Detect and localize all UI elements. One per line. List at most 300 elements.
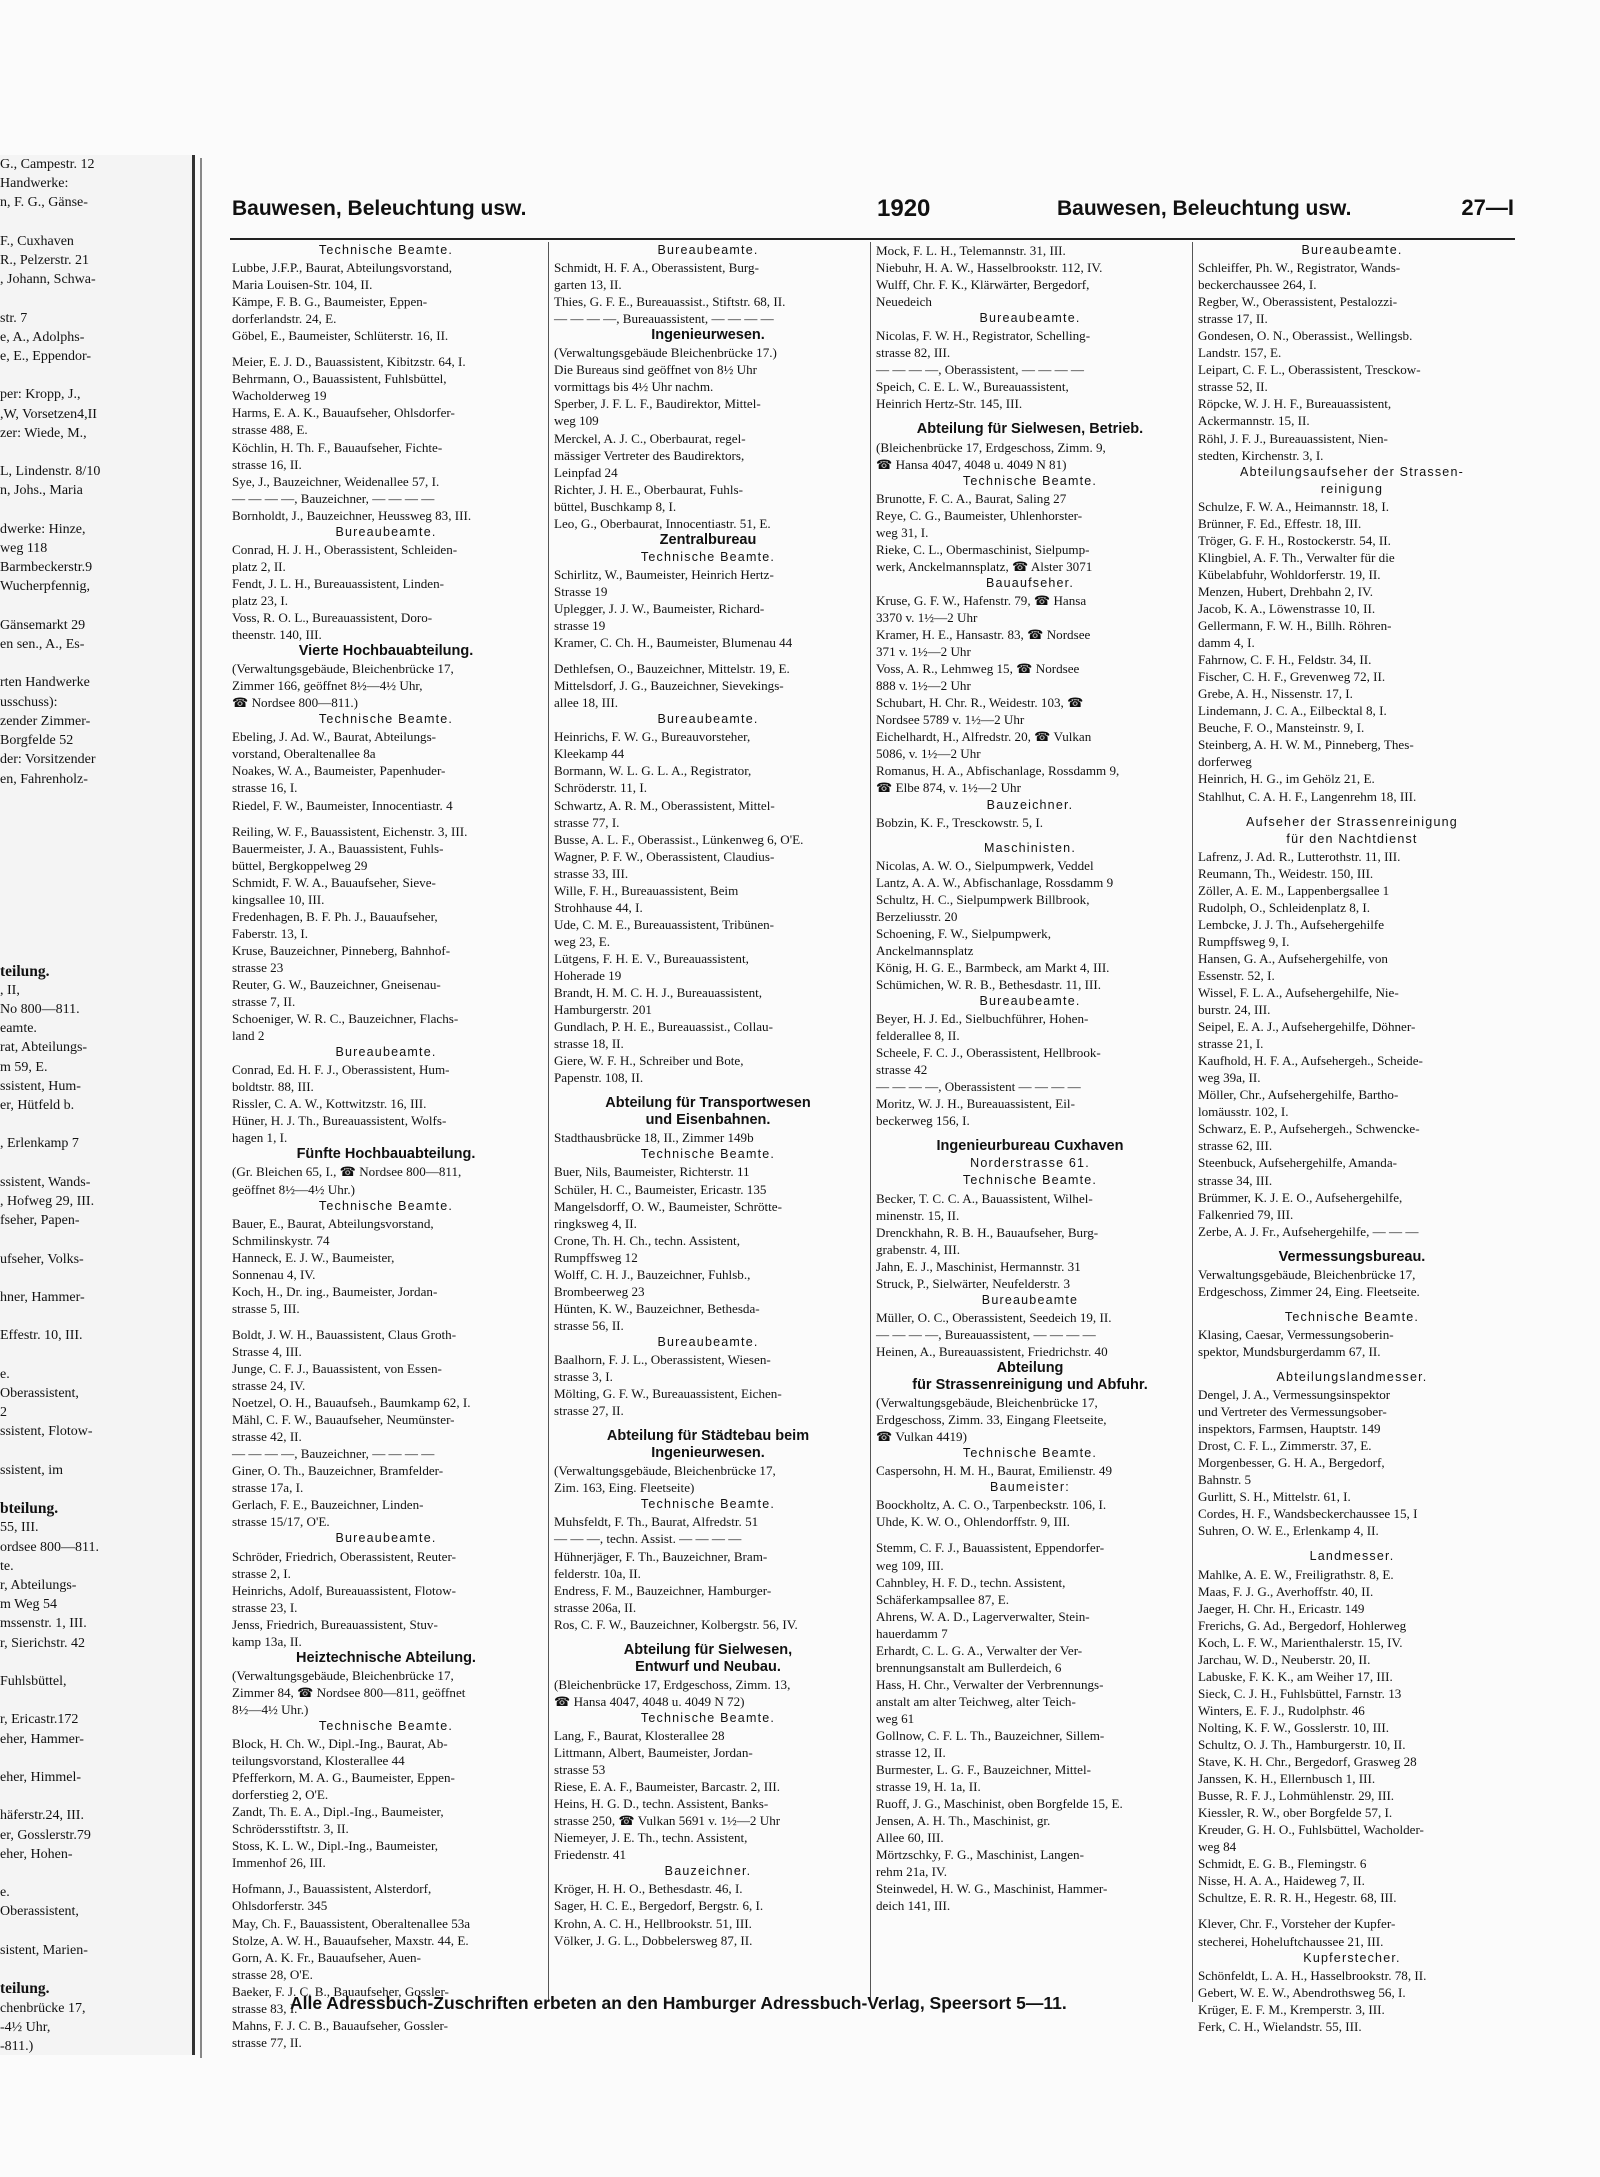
header-rule (230, 238, 1515, 240)
directory-entry-line: Riese, E. A. F., Baumeister, Barcastr. 2, III. (554, 1779, 781, 1795)
directory-entry-line: Hoherade 19 (554, 967, 622, 983)
header-right-title: Bauwesen, Beleuchtung usw. (1057, 197, 1352, 220)
directory-entry-line: Stolze, A. W. H., Bauaufseher, Maxstr. 44, E. (232, 1932, 469, 1948)
section-heading: Fünfte Hochbauabteilung. (296, 1146, 476, 1163)
directory-entry-line: stedten, Kirchenstr. 3, I. (1198, 447, 1324, 463)
directory-entry-line: (Verwaltungsgebäude, Bleichenbrücke 17, (554, 1463, 776, 1479)
directory-entry-line: platz 23, I. (232, 592, 288, 608)
page-number: 27—I (1461, 195, 1514, 220)
directory-entry-line: Rieke, C. L., Obermaschinist, Sielpump- (876, 541, 1090, 557)
directory-entry-line: Tröger, G. F. H., Rostockerstr. 54, II. (1198, 532, 1391, 548)
subsection-heading: Baumeister: (990, 1480, 1070, 1495)
directory-entry-line: Ruoff, J. G., Maschinist, oben Borgfelde 15, E. (876, 1796, 1123, 1812)
subsection-heading: Bureaubeamte. (657, 712, 759, 727)
directory-entry-line: werk, Anckelmannsplatz, ☎ Alster 3071 (876, 558, 1093, 574)
directory-entry-line: (Verwaltungsgebäude Bleichenbrücke 17.) (554, 345, 777, 361)
subsection-heading: Bauaufseher. (985, 575, 1075, 590)
prev-page-line: sistent, Marien- (0, 1942, 88, 1958)
prev-page-line: en sen., A., Es- (0, 637, 85, 653)
directory-entry-line: strasse 3, I. (554, 1369, 613, 1385)
directory-entry-line: strasse 62, III. (1198, 1138, 1273, 1154)
prev-page-line: eher, Hammer- (0, 1731, 84, 1747)
directory-entry-line: Bahnstr. 5 (1198, 1472, 1252, 1488)
section-heading: Abteilung (996, 1360, 1064, 1376)
directory-entry-line: Busse, A. L. F., Oberassist., Lünkenweg 6, O'E. (554, 831, 804, 847)
directory-entry-line: ☎ Hansa 4047, 4048 u. 4049 N 81) (876, 456, 1067, 472)
prev-page-line: eher, Hohen- (0, 1846, 73, 1862)
directory-entry-line: Uplegger, J. J. W., Baumeister, Richard- (554, 600, 765, 616)
prev-page-line: der: Vorsitzender (0, 752, 96, 768)
directory-entry-line: Boockholtz, A. C. O., Tarpenbeckstr. 106, I. (876, 1497, 1107, 1513)
directory-entry-line: hauerdamm 7 (876, 1625, 948, 1641)
directory-entry-line: Riedel, F. W., Baumeister, Innocentiastr. 4 (232, 797, 453, 813)
directory-entry-line: Heinrichs, F. W. G., Bureauvorsteher, (554, 729, 751, 745)
directory-entry-line: Sieck, C. J. H., Fuhlsbüttel, Farnstr. 13 (1198, 1685, 1402, 1701)
prev-page-line (0, 1864, 192, 1883)
directory-entry-line: Ohlsdorferstr. 345 (232, 1898, 328, 1914)
directory-entry-line: Kübelabfuhr, Wohldorferstr. 19, II. (1198, 566, 1381, 582)
directory-entry-line: Jahn, E. J., Maschinist, Hermannstr. 31 (876, 1258, 1081, 1274)
directory-entry-line: Nisse, H. A. A., Haideweg 7, II. (1198, 1873, 1365, 1889)
directory-entry-line: weg 109 (554, 413, 599, 429)
prev-page-line (0, 866, 192, 885)
directory-entry-line: Zimmer 166, geöffnet 8½—4½ Uhr, (232, 678, 423, 694)
directory-entry-line: Cordes, H. F., Wandsbeckerchaussee 15, I (1198, 1506, 1418, 1522)
section-heading: und Eisenbahnen. (645, 1112, 771, 1129)
directory-entry-line: Schäferkampsallee 87, E. (876, 1591, 1010, 1607)
subsection-heading: Technische Beamte. (1284, 1309, 1420, 1324)
prev-page-line: ,W, Vorsetzen4,II (0, 406, 97, 422)
directory-entry-line: Schwarz, E. P., Aufsehergeh., Schwencke- (1198, 1121, 1420, 1137)
directory-entry-line: Muhsfeldt, F. Th., Baurat, Alfredstr. 51 (554, 1514, 759, 1530)
prev-page-line (0, 1691, 192, 1710)
subsection-heading: Bureaubeamte. (657, 243, 759, 257)
directory-entry-line: Speich, C. E. L. W., Bureauassistent, (876, 379, 1069, 395)
directory-entry-line: strasse 19, H. 1a, II. (876, 1779, 981, 1795)
directory-entry-line: Hanneck, E. J. W., Baumeister, (232, 1249, 395, 1265)
directory-entry-line: Mangelsdorff, O. W., Baumeister, Schrötte- (554, 1198, 782, 1214)
directory-entry-line: Schirlitz, W., Baumeister, Heinrich Hertz- (554, 566, 774, 582)
column-3 (876, 242, 1184, 2002)
prev-page-line: , Hofweg 29, III. (0, 1193, 95, 1209)
prev-page-line (0, 808, 192, 827)
prev-page-line (0, 1154, 192, 1173)
directory-entry-line: ☎ Vulkan 4419) (876, 1429, 967, 1445)
directory-entry-line: — — — —, Oberassistent — — — — (876, 1079, 1081, 1095)
directory-entry-line: Ackermannstr. 15, II. (1198, 413, 1310, 429)
directory-entry-line: weg 109, III. (876, 1557, 944, 1573)
directory-entry-line: Hofmann, J., Bauassistent, Alsterdorf, (232, 1881, 432, 1897)
directory-entry-line: Hamburgerstr. 201 (554, 1002, 652, 1018)
directory-entry-line: brennungsanstalt am Bullerdeich, 6 (876, 1659, 1062, 1675)
directory-entry-line: strasse 53 (554, 1762, 606, 1778)
directory-entry-line: weg 23, E. (554, 933, 611, 949)
directory-entry-line: Beyer, H. J. Ed., Sielbuchführer, Hohen- (876, 1011, 1089, 1027)
directory-entry-line: Junge, C. F. J., Bauassistent, von Essen- (232, 1361, 442, 1376)
directory-entry-line: Röpcke, W. J. H. F., Bureauassistent, (1198, 396, 1392, 412)
footer-notice: Alle Adressbuch-Zuschriften erbeten an den Hamburger Adressbuch-Verlag, Speersort 5—11. (290, 1993, 1067, 2013)
directory-entry-line: strasse 17a, I. (232, 1480, 304, 1496)
directory-entry-line: Drenckhahn, R. B. H., Bauaufseher, Burg- (876, 1224, 1099, 1240)
directory-entry-line (554, 1633, 862, 1642)
directory-entry-line: Rumpffsweg 9, I. (1198, 933, 1290, 949)
directory-entry-line: Steinwedel, H. W. G., Maschinist, Hammer- (876, 1881, 1108, 1897)
directory-entry-line (1198, 1906, 1506, 1915)
prev-page-line: R., Pelzerstr. 21 (0, 253, 90, 269)
directory-entry-line: Zimmer 84, ☎ Nordsee 800—811, geöffnet (232, 1684, 466, 1700)
directory-entry-line: Niebuhr, H. A. W., Hasselbrookstr. 112, IV. (876, 260, 1103, 276)
subsection-heading: Bureaubeamte. (657, 1334, 759, 1349)
prev-page-line: n, Johs., Maria (0, 483, 83, 499)
directory-entry-line: strasse 56, II. (554, 1317, 624, 1333)
directory-entry-line: — — — —, Bauzeichner, — — — — (232, 490, 435, 506)
directory-entry-line (876, 412, 1184, 421)
directory-entry-line: Neuedeich (876, 294, 932, 310)
directory-entry-line: garten 13, II. (554, 277, 622, 293)
directory-entry-line: Pfefferkorn, M. A. G., Baumeister, Eppen- (232, 1770, 455, 1786)
directory-entry-line: Strasse 19 (554, 583, 608, 599)
subsection-heading: Bureaubeamte. (979, 994, 1081, 1009)
directory-entry-line: strasse 23 (232, 959, 284, 975)
section-heading: Vierte Hochbauabteilung. (298, 643, 474, 660)
directory-entry-line: ☎ Elbe 874, v. 1½—2 Uhr (876, 780, 1021, 796)
directory-entry-line: Noakes, W. A., Baumeister, Papenhuder- (232, 763, 446, 779)
directory-entry-line: kamp 13a, II. (232, 1633, 302, 1649)
prev-page-line: str. 7 (0, 310, 28, 326)
directory-entry-line (232, 814, 540, 823)
header-year: 1920 (877, 195, 931, 222)
directory-entry-line: 888 v. 1½—2 Uhr (876, 678, 971, 694)
directory-entry-line: Mock, F. L. H., Telemannstr. 31, III. (876, 243, 1066, 258)
prev-page-line: Oberassistent, (0, 1386, 79, 1401)
directory-entry-line: strasse 19 (554, 618, 606, 634)
directory-entry-line: Giere, W. F. H., Schreiber und Bote, (554, 1053, 744, 1069)
directory-entry-line (232, 344, 540, 353)
column-divider (1192, 242, 1193, 2002)
directory-entry-line: Suhren, O. W. E., Erlenkamp 4, II. (1198, 1523, 1379, 1539)
prev-page-line: e, E., Eppendor- (0, 349, 92, 365)
directory-entry-line: vormittags bis 4½ Uhr nachm. (554, 379, 714, 395)
directory-entry-line: strasse 77, II. (232, 2034, 302, 2050)
directory-entry-line (1198, 805, 1506, 814)
prev-page-line: Wucherpfennig, (0, 579, 91, 595)
directory-entry-line: strasse 33, III. (554, 865, 629, 881)
prev-page-line (0, 923, 192, 942)
directory-entry-line: Schrödersstiftstr. 3, II. (232, 1821, 349, 1837)
directory-entry-line: Fischer, C. H. F., Grevenweg 72, II. (1198, 669, 1386, 685)
prev-page-line: eamte. (0, 1021, 37, 1037)
directory-entry-line: Klingbiel, A. F. Th., Verwalter für die (1198, 549, 1395, 565)
directory-entry-line: weg 39a, II. (1198, 1070, 1261, 1086)
directory-entry-line: Falkenried 79, III. (1198, 1206, 1294, 1222)
directory-entry-line: Bornholdt, J., Bauzeichner, Heussweg 83, III. (232, 507, 472, 523)
prev-page-line: en, Fahrenholz- (0, 771, 88, 787)
directory-entry-line: Immenhof 26, III. (232, 1855, 326, 1871)
prev-page-line: teilung. (0, 962, 50, 980)
directory-entry-line: Brombeerweg 23 (554, 1283, 645, 1299)
directory-entry-line: Gollnow, C. F. L. Th., Bauzeichner, Sillem- (876, 1727, 1105, 1743)
prev-page-line (0, 885, 192, 904)
prev-page-line: ssistent, Wands- (0, 1174, 91, 1190)
prev-page-line: Handwerke: (0, 176, 69, 192)
directory-entry-line: Schoeniger, W. R. C., Bauzeichner, Flachs- (232, 1011, 459, 1027)
directory-entry-line: strasse 42, II. (232, 1429, 302, 1445)
directory-entry-line: lomäusstr. 102, I. (1198, 1104, 1289, 1120)
prev-page-line: F., Cuxhaven (0, 233, 74, 249)
subsection-heading: Bureaubeamte. (1301, 243, 1403, 257)
prev-page-line: , II, (0, 982, 20, 998)
directory-entry-line: Stadthausbrücke 18, II., Zimmer 149b (554, 1130, 754, 1146)
prev-page-line (0, 1480, 192, 1499)
directory-entry-line: strasse 5, III. (232, 1300, 300, 1316)
directory-entry-line: Gorn, A. K. Fr., Bauaufseher, Auen- (232, 1949, 421, 1965)
directory-entry-line: Leipart, C. F. L., Oberassistent, Tresckow- (1198, 362, 1421, 378)
directory-entry-line: Wille, F. H., Bureauassistent, Beim (554, 882, 739, 898)
directory-entry-line: Essenstr. 52, I. (1198, 967, 1275, 983)
directory-entry-line: Rudolph, O., Schleidenplatz 8, I. (1198, 899, 1371, 915)
directory-entry-line: weg 61 (876, 1710, 915, 1726)
directory-entry-line: dorferweg (1198, 754, 1252, 770)
directory-entry-line: Kröger, H. H. O., Bethesdastr. 46, I. (554, 1881, 743, 1897)
prev-page-line: zer: Wiede, M., (0, 425, 87, 441)
prev-page-line: 2 (0, 1405, 7, 1421)
directory-entry-line: Wacholderweg 19 (232, 388, 327, 404)
prev-page-line: m 59, E. (0, 1059, 48, 1075)
directory-entry-line: Bauer, E., Baurat, Abteilungsvorstand, (232, 1215, 434, 1231)
prev-page-line (0, 1749, 192, 1768)
subsection-heading: Bureaubeamte. (335, 524, 437, 539)
directory-entry-line: Schleiffer, Ph. W., Registrator, Wands- (1198, 260, 1401, 276)
directory-entry-line: May, Ch. F., Bauassistent, Oberaltenallee 53a (232, 1915, 471, 1931)
directory-entry-line: Rissler, C. A. W., Kottwitzstr. 16, III. (232, 1096, 427, 1112)
directory-entry-line: Kruse, Bauzeichner, Pinneberg, Bahnhof- (232, 942, 451, 958)
directory-entry-line: (Gr. Bleichen 65, I., ☎ Nordsee 800—811, (232, 1164, 462, 1180)
prev-page-line: r, Abteilungs- (0, 1578, 77, 1594)
directory-entry-line (554, 1086, 862, 1095)
directory-entry-line: Erhardt, C. L. G. A., Verwalter der Ver- (876, 1642, 1083, 1658)
prev-page-line (0, 597, 192, 616)
directory-entry-line: rehm 21a, IV. (876, 1864, 948, 1880)
directory-entry-line (876, 1530, 1184, 1539)
section-heading: Abteilung für Sielwesen, Betrieb. (916, 421, 1144, 438)
directory-entry-line: Heinrich, H. G., im Gehölz 21, E. (1198, 771, 1375, 787)
directory-entry-line: Möller, Chr., Aufsehergehilfe, Bartho- (1198, 1087, 1399, 1103)
subsection-heading: Technische Beamte. (640, 1710, 776, 1725)
directory-entry-line: Morgenbesser, G. H. A., Bergedorf, (1198, 1455, 1385, 1471)
directory-entry-line: Mähl, C. F. W., Bauaufseher, Neumünster- (232, 1412, 455, 1428)
prev-page-line (0, 1960, 192, 1979)
directory-entry-line: Endress, F. M., Bauzeichner, Hamburger- (554, 1582, 772, 1598)
subsection-heading: Abteilungslandmesser. (1276, 1370, 1428, 1384)
directory-entry-line: (Verwaltungsgebäude, Bleichenbrücke 17, (232, 661, 454, 677)
prev-page-line: L, Lindenstr. 8/10 (0, 464, 101, 480)
directory-entry-line: Wagner, P. F. W., Oberassistent, Claudius- (554, 848, 775, 864)
prev-page-line (0, 789, 192, 808)
directory-entry-line: Jenss, Friedrich, Bureauassistent, Stuv- (232, 1616, 438, 1632)
directory-entry-line: Kleekamp 44 (554, 746, 625, 762)
directory-entry-line: hagen 1, I. (232, 1130, 288, 1146)
directory-entry-line: Schultz, H. C., Sielpumpwerk Billbrook, (876, 891, 1090, 907)
directory-entry-line: 8½—4½ Uhr.) (232, 1701, 309, 1717)
directory-entry-line: Erdgeschoss, Zimm. 33, Eingang Fleetseite, (876, 1412, 1107, 1428)
prev-page-line: Effestr. 10, III. (0, 1328, 83, 1344)
directory-entry-line: (Bleichenbrücke 17, Erdgeschoss, Zimm. 9, (876, 439, 1106, 455)
directory-entry-line: Göbel, E., Baumeister, Schlüterstr. 16, II. (232, 328, 449, 344)
directory-entry-line: Lang, F., Baurat, Klosterallee 28 (554, 1727, 725, 1743)
directory-entry-line: Mahlke, A. E. W., Freiligrathstr. 8, E. (1198, 1566, 1394, 1582)
prev-page-line: dwerke: Hinze, (0, 521, 86, 537)
directory-entry-line: Niemeyer, J. E. Th., techn. Assistent, (554, 1830, 748, 1846)
directory-entry-line: Hüner, H. J. Th., Bureauassistent, Wolfs- (232, 1113, 447, 1129)
prev-page-line (0, 1269, 192, 1288)
prev-page-line: hner, Hammer- (0, 1289, 85, 1305)
directory-entry-line (232, 1317, 540, 1326)
directory-entry-line: strasse 34, III. (1198, 1172, 1273, 1188)
directory-entry-line: Nicolas, A. W. O., Sielpumpwerk, Veddel (876, 857, 1094, 873)
directory-entry-line: strasse 82, III. (876, 345, 951, 361)
section-heading: Ingenieurbureau Cuxhaven (936, 1138, 1124, 1155)
section-heading: Entwurf und Neubau. (635, 1658, 781, 1675)
directory-entry-line: Krüger, E. F. M., Kremperstr. 3, III. (1198, 2001, 1385, 2017)
directory-entry-line: Maas, F. J. G., Averhoffstr. 40, II. (1198, 1583, 1374, 1599)
directory-entry-line: Hansen, G. A., Aufsehergehilfe, von (1198, 950, 1388, 966)
directory-entry-line: beckerchaussee 264, I. (1198, 277, 1317, 293)
column-divider (870, 242, 871, 2002)
directory-entry-line: Ferk, C. H., Wielandstr. 55, III. (1198, 2018, 1362, 2034)
directory-entry-line (1198, 1539, 1506, 1548)
prev-page-line (0, 654, 192, 673)
section-heading: Abteilung für Transportwesen (605, 1095, 811, 1112)
directory-entry-line: strasse 250, ☎ Vulkan 5691 v. 1½—2 Uhr (554, 1813, 781, 1829)
directory-entry-line: mässiger Vertreter des Baudirektors, (554, 447, 745, 463)
subsection-heading: Technische Beamte. (962, 473, 1098, 488)
subsection-heading: Aufseher der Strassenreinigung (1246, 814, 1458, 829)
directory-entry-line: Stahlhut, C. A. H. F., Langenrehm 18, III. (1198, 788, 1417, 804)
directory-entry-line: Faberstr. 13, I. (232, 925, 309, 941)
prev-page-line (0, 1346, 192, 1365)
directory-entry-line: Lafrenz, J. Ad. R., Lutterothstr. 11, III. (1198, 848, 1401, 864)
directory-entry-line: Stoss, K. L. W., Dipl.-Ing., Baumeister, (232, 1838, 439, 1854)
section-heading: Abteilung für Städtebau beim (606, 1428, 810, 1445)
prev-page-line: n, F. G., Gänse- (0, 195, 88, 211)
directory-entry-line: Baalhorn, F. J. L., Oberassistent, Wiesen- (554, 1352, 771, 1367)
directory-entry-line: Wulff, Chr. F. K., Klärwärter, Bergedorf, (876, 277, 1090, 293)
directory-entry-line: Crone, Th. H. Ch., techn. Assistent, (554, 1232, 740, 1248)
prev-page-line (0, 1922, 192, 1941)
directory-entry-line: Mölting, G. F. W., Bureauassistent, Eichen- (554, 1386, 782, 1402)
prev-page-line: No 800—811. (0, 1001, 80, 1017)
directory-entry-line: büttel, Bergkoppelweg 29 (232, 857, 368, 873)
prev-page-line (0, 1442, 192, 1461)
directory-entry-line: 371 v. 1½—2 Uhr (876, 644, 971, 660)
directory-entry-line: Burmester, L. G. F., Bauzeichner, Mittel- (876, 1762, 1091, 1778)
directory-entry-line: strasse 17, II. (1198, 311, 1268, 327)
directory-entry-line: — — —, techn. Assist. — — — — (554, 1531, 742, 1547)
directory-entry-line: Leo, G., Oberbaurat, Innocentiastr. 51, E. (554, 515, 771, 531)
directory-entry-line: Sperber, J. F. L. F., Baudirektor, Mittel- (554, 396, 761, 412)
directory-entry-line: teilungsvorstand, Klosterallee 44 (232, 1753, 405, 1769)
directory-entry-line: Zerbe, A. J. Fr., Aufsehergehilfe, — — — (1198, 1223, 1419, 1239)
column-divider (548, 242, 549, 2002)
directory-entry-line: felderstr. 10a, II. (554, 1565, 641, 1581)
directory-entry-line: (Verwaltungsgebäude, Bleichenbrücke 17, (232, 1667, 454, 1683)
directory-entry-line: Uhde, K. W. O., Ohlendorffstr. 9, III. (876, 1514, 1070, 1530)
directory-entry-line: Wolff, C. H. J., Bauzeichner, Fuhlsb., (554, 1266, 751, 1282)
directory-entry-line: Klasing, Caesar, Vermessungsoberin- (1198, 1326, 1394, 1342)
directory-entry-line: platz 2, II. (232, 558, 286, 574)
directory-entry-line: strasse 16, II. (232, 456, 302, 472)
directory-entry-line: Schmidt, F. W. A., Bauaufseher, Sieve- (232, 874, 436, 890)
directory-entry-line: Scheele, F. C. J., Oberassistent, Hellbrook- (876, 1045, 1101, 1061)
section-heading: Vermessungsbureau. (1278, 1248, 1426, 1265)
directory-entry-line: burstr. 24, III. (1198, 1002, 1271, 1018)
prev-page-line (0, 1787, 192, 1806)
directory-entry-line: strasse 16, I. (232, 780, 298, 796)
directory-entry-line: Reumann, Th., Weidestr. 150, III. (1198, 865, 1374, 881)
directory-entry-line: Heinrich Hertz-Str. 145, III. (876, 396, 1023, 412)
directory-entry-line: Köchlin, H. Th. F., Bauaufseher, Fichte- (232, 439, 443, 455)
prev-page-line: er, Gosslerstr.79 (0, 1827, 91, 1843)
prev-page-line: chenbrücke 17, (0, 2000, 86, 2016)
directory-entry-line: Littmann, Albert, Baumeister, Jordan- (554, 1745, 753, 1761)
section-heading: Ingenieurwesen. (651, 1445, 765, 1462)
directory-entry-line: Drost, C. F. L., Zimmerstr. 37, E. (1198, 1438, 1372, 1454)
directory-entry-line: Beuche, F. O., Mansteinstr. 9, I. (1198, 720, 1365, 736)
section-heading: Ingenieurwesen. (651, 327, 765, 344)
subsection-heading: Technische Beamte. (962, 1446, 1098, 1461)
prev-page-line: te. (0, 1558, 14, 1574)
directory-entry-line: dorferlandstr. 24, E. (232, 311, 337, 327)
directory-entry-line: und Vertreter des Vermessungsober- (1198, 1404, 1387, 1420)
directory-entry-line: strasse 18, II. (554, 1036, 624, 1052)
subsection-heading: Bauzeichner. (664, 1864, 752, 1879)
directory-entry-line: inspektors, Farmsen, Hauptstr. 149 (1198, 1421, 1381, 1437)
directory-entry-line: grabenstr. 4, III. (876, 1241, 960, 1257)
directory-entry-line: Kaufhold, H. F. A., Aufsehergeh., Scheide- (1198, 1053, 1423, 1069)
prev-page-line: 55, III. (0, 1520, 39, 1536)
directory-entry-line: weg 84 (1198, 1839, 1237, 1855)
prev-page-line (0, 827, 192, 846)
directory-entry-line: Kreuder, G. H. O., Fuhlsbüttel, Wacholder- (1198, 1822, 1424, 1838)
directory-entry-line: 3370 v. 1½—2 Uhr (876, 609, 978, 625)
subsection-heading: Bureaubeamte. (335, 1045, 437, 1060)
directory-entry-line: Brandt, H. M. C. H. J., Bureauassistent, (554, 985, 763, 1001)
directory-entry-line: strasse 2, I. (232, 1565, 291, 1581)
directory-entry-line: weg 31, I. (876, 524, 929, 540)
prev-page-line: r, Ericastr.172 (0, 1712, 79, 1728)
subsection-heading: Technische Beamte. (318, 1198, 454, 1213)
subsection-heading: Abteilungsaufseher der Strassen- (1240, 464, 1464, 479)
directory-entry-line: Strasse 4, III. (232, 1343, 302, 1359)
prev-page-line: fseher, Papen- (0, 1213, 80, 1229)
directory-entry-line: Rumpffsweg 12 (554, 1249, 638, 1265)
directory-entry-line: Erdgeschoss, Zimmer 24, Eing. Fleetseite. (1198, 1283, 1420, 1299)
directory-entry-line: Cahnbley, H. F. D., techn. Assistent, (876, 1574, 1066, 1590)
directory-entry-line: Busse, R. F. J., Lohmühlenstr. 29, III. (1198, 1788, 1395, 1804)
prev-page-line (0, 366, 192, 385)
directory-entry-line: Schultz, O. J. Th., Hamburgerstr. 10, II. (1198, 1736, 1406, 1752)
directory-entry-line: strasse 488, E. (232, 422, 308, 438)
directory-entry-line (554, 1419, 862, 1428)
directory-entry-line: Hühnerjäger, F. Th., Bauzeichner, Bram- (554, 1548, 768, 1564)
prev-page-line: , Erlenkamp 7 (0, 1136, 79, 1152)
directory-entry-line: Sager, H. C. E., Bergedorf, Bergstr. 6, I. (554, 1898, 764, 1914)
directory-entry-line (1198, 1300, 1506, 1309)
directory-entry-line: ☎ Nordsee 800—811.) (232, 695, 359, 711)
directory-entry-line: Lembcke, J. J. Th., Aufsehergehilfe (1198, 916, 1385, 932)
directory-entry-line: Friedenstr. 41 (554, 1847, 627, 1863)
prev-page-line: -4½ Uhr, (0, 2019, 51, 2035)
